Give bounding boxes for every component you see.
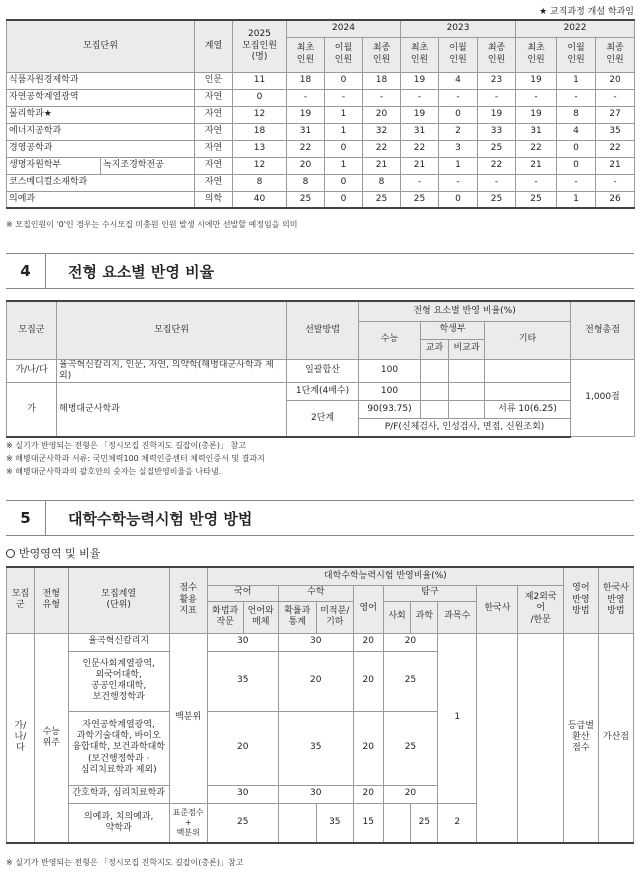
value-cell: 22 <box>596 140 635 157</box>
korean-cell: 30 <box>207 633 278 651</box>
header-sub-col: 최종 인원 <box>478 37 516 72</box>
table-row <box>7 106 635 123</box>
unit-cell: 경영공학과 <box>7 140 195 157</box>
value-cell: 25 <box>516 191 557 208</box>
empty-cell <box>485 383 571 401</box>
field-cell: 자연 <box>195 123 233 140</box>
value-cell: 19 <box>478 106 516 123</box>
header-sub-col: 이월 인원 <box>325 37 363 72</box>
value-cell: 21 <box>363 157 401 174</box>
field-cell: 자연 <box>195 106 233 123</box>
header-inquiry: 탐구 <box>383 585 477 601</box>
value-cell: 3 <box>439 140 478 157</box>
value-cell: 4 <box>439 72 478 89</box>
value-cell: - <box>439 89 478 106</box>
score-cell: 표준점수 + 백분위 <box>169 803 207 843</box>
selection-ratio-table <box>6 300 635 438</box>
suneung-cell: 100 <box>359 383 421 401</box>
header-korean: 국어 <box>207 585 278 601</box>
korean-cell: 25 <box>207 803 278 843</box>
suneung-cell: 90(93.75) <box>359 401 421 419</box>
header-year: 2024 <box>287 20 401 37</box>
header-unit: 모집단위 <box>57 301 287 359</box>
field-cell: 자연 <box>195 174 233 191</box>
value-cell: 31 <box>516 123 557 140</box>
english-cell: 20 <box>353 711 383 785</box>
english-cell: 20 <box>353 651 383 711</box>
korean-cell: 30 <box>207 785 278 803</box>
empty-cell <box>449 401 485 419</box>
value-cell: 26 <box>596 191 635 208</box>
method-cell: 일괄합산 <box>287 359 359 383</box>
unit-cell: 해병대군사학과 <box>57 383 287 437</box>
value-cell: 0 <box>439 191 478 208</box>
value-cell: 20 <box>596 72 635 89</box>
value-cell: 0 <box>325 191 363 208</box>
value-cell: 0 <box>439 106 478 123</box>
method-cell: 2단계 <box>287 401 359 437</box>
unit-cell: 식품자원경제학과 <box>7 72 195 89</box>
header-year: 2023 <box>401 20 516 37</box>
value-cell: 22 <box>287 140 325 157</box>
unit-cell: 자연공학계열광역 <box>7 89 195 106</box>
table-row <box>7 157 635 174</box>
value-cell: 20 <box>363 106 401 123</box>
header-count: 과목수 <box>438 601 477 633</box>
english-cell: 15 <box>353 803 383 843</box>
value-cell: 1 <box>439 157 478 174</box>
eng-method-cell: 등급별 환산 점수 <box>563 633 598 843</box>
value-cell: 2 <box>439 123 478 140</box>
header-social: 사회 <box>383 601 411 633</box>
value-cell: 22 <box>516 140 557 157</box>
type-cell: 수능 위주 <box>34 633 68 843</box>
empty-cell <box>449 359 485 383</box>
value-cell: 25 <box>478 140 516 157</box>
header-m1: 확률과 통계 <box>278 601 316 633</box>
field-cell: 인문 <box>195 72 233 89</box>
value-cell: 1 <box>325 157 363 174</box>
value-cell: 32 <box>363 123 401 140</box>
value-cell: 23 <box>478 72 516 89</box>
inquiry-cell: 25 <box>383 651 438 711</box>
empty-cell <box>421 383 449 401</box>
math-m1-cell <box>278 803 316 843</box>
header-eng-method: 영어 반영 방법 <box>563 567 598 633</box>
value-cell: 18 <box>233 123 287 140</box>
value-cell: 1 <box>325 123 363 140</box>
header-sub-col: 최초 인원 <box>516 37 557 72</box>
value-cell: - <box>557 89 596 106</box>
science-cell: 25 <box>411 803 438 843</box>
note-line: ※ 해병대군사학과 서류: 국민체력100 체력인증센터 체력인증서 및 결과지 <box>6 454 265 463</box>
header-score: 점수 활용 지표 <box>169 567 207 633</box>
header-nonsubject: 비교과 <box>449 339 485 359</box>
value-cell: 22 <box>363 140 401 157</box>
header-sub-col: 최종 인원 <box>596 37 635 72</box>
inquiry-cell: 20 <box>383 633 438 651</box>
math-m2-cell: 35 <box>316 803 353 843</box>
foreign-cell <box>518 633 563 843</box>
value-cell: 1 <box>325 106 363 123</box>
value-cell: 25 <box>401 191 439 208</box>
value-cell: 22 <box>478 157 516 174</box>
value-cell: - <box>596 89 635 106</box>
header-group: 모집군 <box>7 301 57 359</box>
group-cell: 가/나/다 <box>7 359 57 383</box>
header-field: 계열 <box>195 20 233 72</box>
math-cell: 30 <box>278 633 353 651</box>
table-row <box>7 72 635 89</box>
header-suneung: 수능 <box>359 321 421 359</box>
value-cell: 35 <box>596 123 635 140</box>
value-cell: 8 <box>557 106 596 123</box>
value-cell: 0 <box>325 140 363 157</box>
value-cell: 0 <box>233 89 287 106</box>
pf-cell: P/F(신체검사, 인성검사, 면접, 신원조회) <box>359 419 571 437</box>
unit-cell: 인문사회계열광역, 외국어대학, 공공인재대학, 보건행정학과 <box>68 651 169 711</box>
value-cell: 31 <box>287 123 325 140</box>
value-cell: 1 <box>557 72 596 89</box>
value-cell: 19 <box>516 106 557 123</box>
empty-cell <box>485 359 571 383</box>
unit-cell: 코스메디컬소재학과 <box>7 174 195 191</box>
value-cell: - <box>516 174 557 191</box>
value-cell: 18 <box>363 72 401 89</box>
value-cell: 0 <box>325 174 363 191</box>
unit-cell: 자연공학계열광역, 과학기술대학, 바이오 융합대학, 보건과학대학 (보건행정학과 · 심리치료학과 제외) <box>68 711 169 785</box>
value-cell: - <box>401 174 439 191</box>
header-ratio: 전형 요소별 반영 비율(%) <box>359 301 571 321</box>
unit-cell: 의예과, 치의예과, 약학과 <box>68 803 169 843</box>
value-cell: - <box>325 89 363 106</box>
header-unit: 모집계열 (단위) <box>68 567 169 633</box>
value-cell: 25 <box>287 191 325 208</box>
value-cell: 8 <box>287 174 325 191</box>
value-cell: 19 <box>401 106 439 123</box>
value-cell: 22 <box>401 140 439 157</box>
other-cell: 서류 10(6.25) <box>485 401 571 419</box>
value-cell: - <box>287 89 325 106</box>
value-cell: 12 <box>233 106 287 123</box>
value-cell: 21 <box>516 157 557 174</box>
sub-heading <box>6 545 100 561</box>
empty-cell <box>421 401 449 419</box>
table-row <box>7 140 635 157</box>
circle-bullet-icon <box>6 549 15 558</box>
section-number: 5 <box>6 500 46 536</box>
unit-cell: 간호학과, 심리치료학과 <box>68 785 169 803</box>
value-cell: - <box>557 174 596 191</box>
value-cell: 0 <box>557 157 596 174</box>
value-cell: 4 <box>557 123 596 140</box>
value-cell: 25 <box>478 191 516 208</box>
value-cell: 21 <box>596 157 635 174</box>
value-cell: 31 <box>401 123 439 140</box>
history-cell <box>477 633 518 843</box>
value-cell: 1 <box>557 191 596 208</box>
english-cell: 20 <box>353 785 383 803</box>
field-cell: 자연 <box>195 157 233 174</box>
header-unit: 모집단위 <box>7 20 195 72</box>
section-title: 전형 요소별 반영 비율 <box>68 262 215 281</box>
value-cell: 27 <box>596 106 635 123</box>
value-cell: - <box>439 174 478 191</box>
value-cell: - <box>478 174 516 191</box>
value-cell: 8 <box>363 174 401 191</box>
value-cell: - <box>516 89 557 106</box>
math-cell: 20 <box>278 651 353 711</box>
group-cell: 가/ 나/ 다 <box>7 633 35 843</box>
header-sub-col: 최종 인원 <box>363 37 401 72</box>
section-5-heading <box>6 500 634 536</box>
value-cell: - <box>478 89 516 106</box>
note-line: ※ 실기가 반영되는 전형은 「정시모집 진학지도 길잡이(총론)」 참고 <box>6 441 246 450</box>
count-cell: 2 <box>438 803 477 843</box>
unit-cell: 의예과 <box>7 191 195 208</box>
math-cell: 35 <box>278 711 353 785</box>
inquiry-cell: 25 <box>383 711 438 785</box>
header-sub-col: 이월 인원 <box>557 37 596 72</box>
score-cell: 백분위 <box>169 633 207 803</box>
unit-cell: 율곡혁신칼리지 <box>68 633 169 651</box>
value-cell: 13 <box>233 140 287 157</box>
value-cell: 19 <box>516 72 557 89</box>
value-cell: 33 <box>478 123 516 140</box>
method-cell: 1단계(4배수) <box>287 383 359 401</box>
value-cell: 11 <box>233 72 287 89</box>
header-history: 한국사 <box>477 585 518 633</box>
value-cell: 0 <box>325 72 363 89</box>
value-cell: 8 <box>233 174 287 191</box>
header-method: 선발방법 <box>287 301 359 359</box>
value-cell: 19 <box>287 106 325 123</box>
header-sub-col: 최초 인원 <box>287 37 325 72</box>
header-science: 과학 <box>411 601 438 633</box>
table3-note: ※ 실기가 반영되는 전형은 「정시모집 진학지도 길잡이(총론)」참고 <box>6 858 244 867</box>
header-math: 수학 <box>278 585 353 601</box>
suneung-ratio-table <box>6 566 634 844</box>
header-year: 2022 <box>516 20 635 37</box>
value-cell: 18 <box>287 72 325 89</box>
header-k1: 화법과 작문 <box>207 601 243 633</box>
value-cell: 12 <box>233 157 287 174</box>
section-4-heading <box>6 253 634 289</box>
value-cell: 25 <box>363 191 401 208</box>
korean-cell: 35 <box>207 651 278 711</box>
field-cell: 자연 <box>195 89 233 106</box>
header-english: 영어 <box>353 585 383 633</box>
header-total: 전형총점 <box>571 301 635 359</box>
header-subject: 교과 <box>421 339 449 359</box>
total-cell: 1,000점 <box>571 359 635 437</box>
value-cell: 40 <box>233 191 287 208</box>
empty-cell <box>421 359 449 383</box>
value-cell: 19 <box>401 72 439 89</box>
english-cell: 20 <box>353 633 383 651</box>
value-cell: 20 <box>287 157 325 174</box>
field-cell: 자연 <box>195 140 233 157</box>
empty-cell <box>449 383 485 401</box>
unit-cell: 물리학과★ <box>7 106 195 123</box>
header-school: 학생부 <box>421 321 485 339</box>
group-cell: 가 <box>7 383 57 437</box>
note-line: ※ 해병대군사학과의 괄호안의 숫자는 실질반영비율을 나타냄. <box>6 467 222 476</box>
unit-cell: 에너지공학과 <box>7 123 195 140</box>
header-other: 기타 <box>485 321 571 359</box>
section-title: 대학수학능력시험 반영 방법 <box>68 509 253 528</box>
header-m2: 미적분/ 기하 <box>316 601 353 633</box>
value-cell: - <box>596 174 635 191</box>
header-2025: 2025 모집인원 (명) <box>233 20 287 72</box>
table1-note: ※ 모집인원이 '0'인 경우는 수시모집 미충원 인원 발생 시에만 선발할 예정임을 의미 <box>6 220 298 229</box>
field-cell: 의학 <box>195 191 233 208</box>
header-sub-col: 최초 인원 <box>401 37 439 72</box>
table-row <box>7 191 635 208</box>
value-cell: 0 <box>557 140 596 157</box>
unit-cell: 생명자원학부 <box>7 157 101 174</box>
value-cell: - <box>401 89 439 106</box>
korean-cell: 20 <box>207 711 278 785</box>
math-cell: 30 <box>278 785 353 803</box>
table-row <box>7 174 635 191</box>
sub-heading-text: 반영영역 및 비율 <box>19 547 101 560</box>
admission-count-table <box>6 19 635 209</box>
count-cell: 1 <box>438 633 477 803</box>
header-ratio: 대학수학능력시험 반영비율(%) <box>207 567 563 585</box>
header-foreign: 제2외국어 /한문 <box>518 585 563 633</box>
hist-method-cell: 가산점 <box>598 633 633 843</box>
table-row <box>7 123 635 140</box>
sub-unit-cell: 녹지조경학전공 <box>101 157 195 174</box>
header-k2: 언어와 매체 <box>243 601 278 633</box>
section-number: 4 <box>6 253 46 289</box>
table2-notes <box>6 439 265 478</box>
suneung-cell: 100 <box>359 359 421 383</box>
header-group: 모집 군 <box>7 567 35 633</box>
table-row <box>7 89 635 106</box>
header-sub-col: 이월 인원 <box>439 37 478 72</box>
social-cell <box>383 803 411 843</box>
inquiry-cell: 20 <box>383 785 438 803</box>
value-cell: 21 <box>401 157 439 174</box>
top-note: ★ 교직과정 개설 학과임 <box>539 7 634 17</box>
header-type: 전형 유형 <box>34 567 68 633</box>
value-cell: - <box>363 89 401 106</box>
header-hist-method: 한국사 반영 방법 <box>598 567 633 633</box>
unit-cell: 율곡혁신칼리지, 인문, 자연, 의약학(해병대군사학과 제외) <box>57 359 287 383</box>
